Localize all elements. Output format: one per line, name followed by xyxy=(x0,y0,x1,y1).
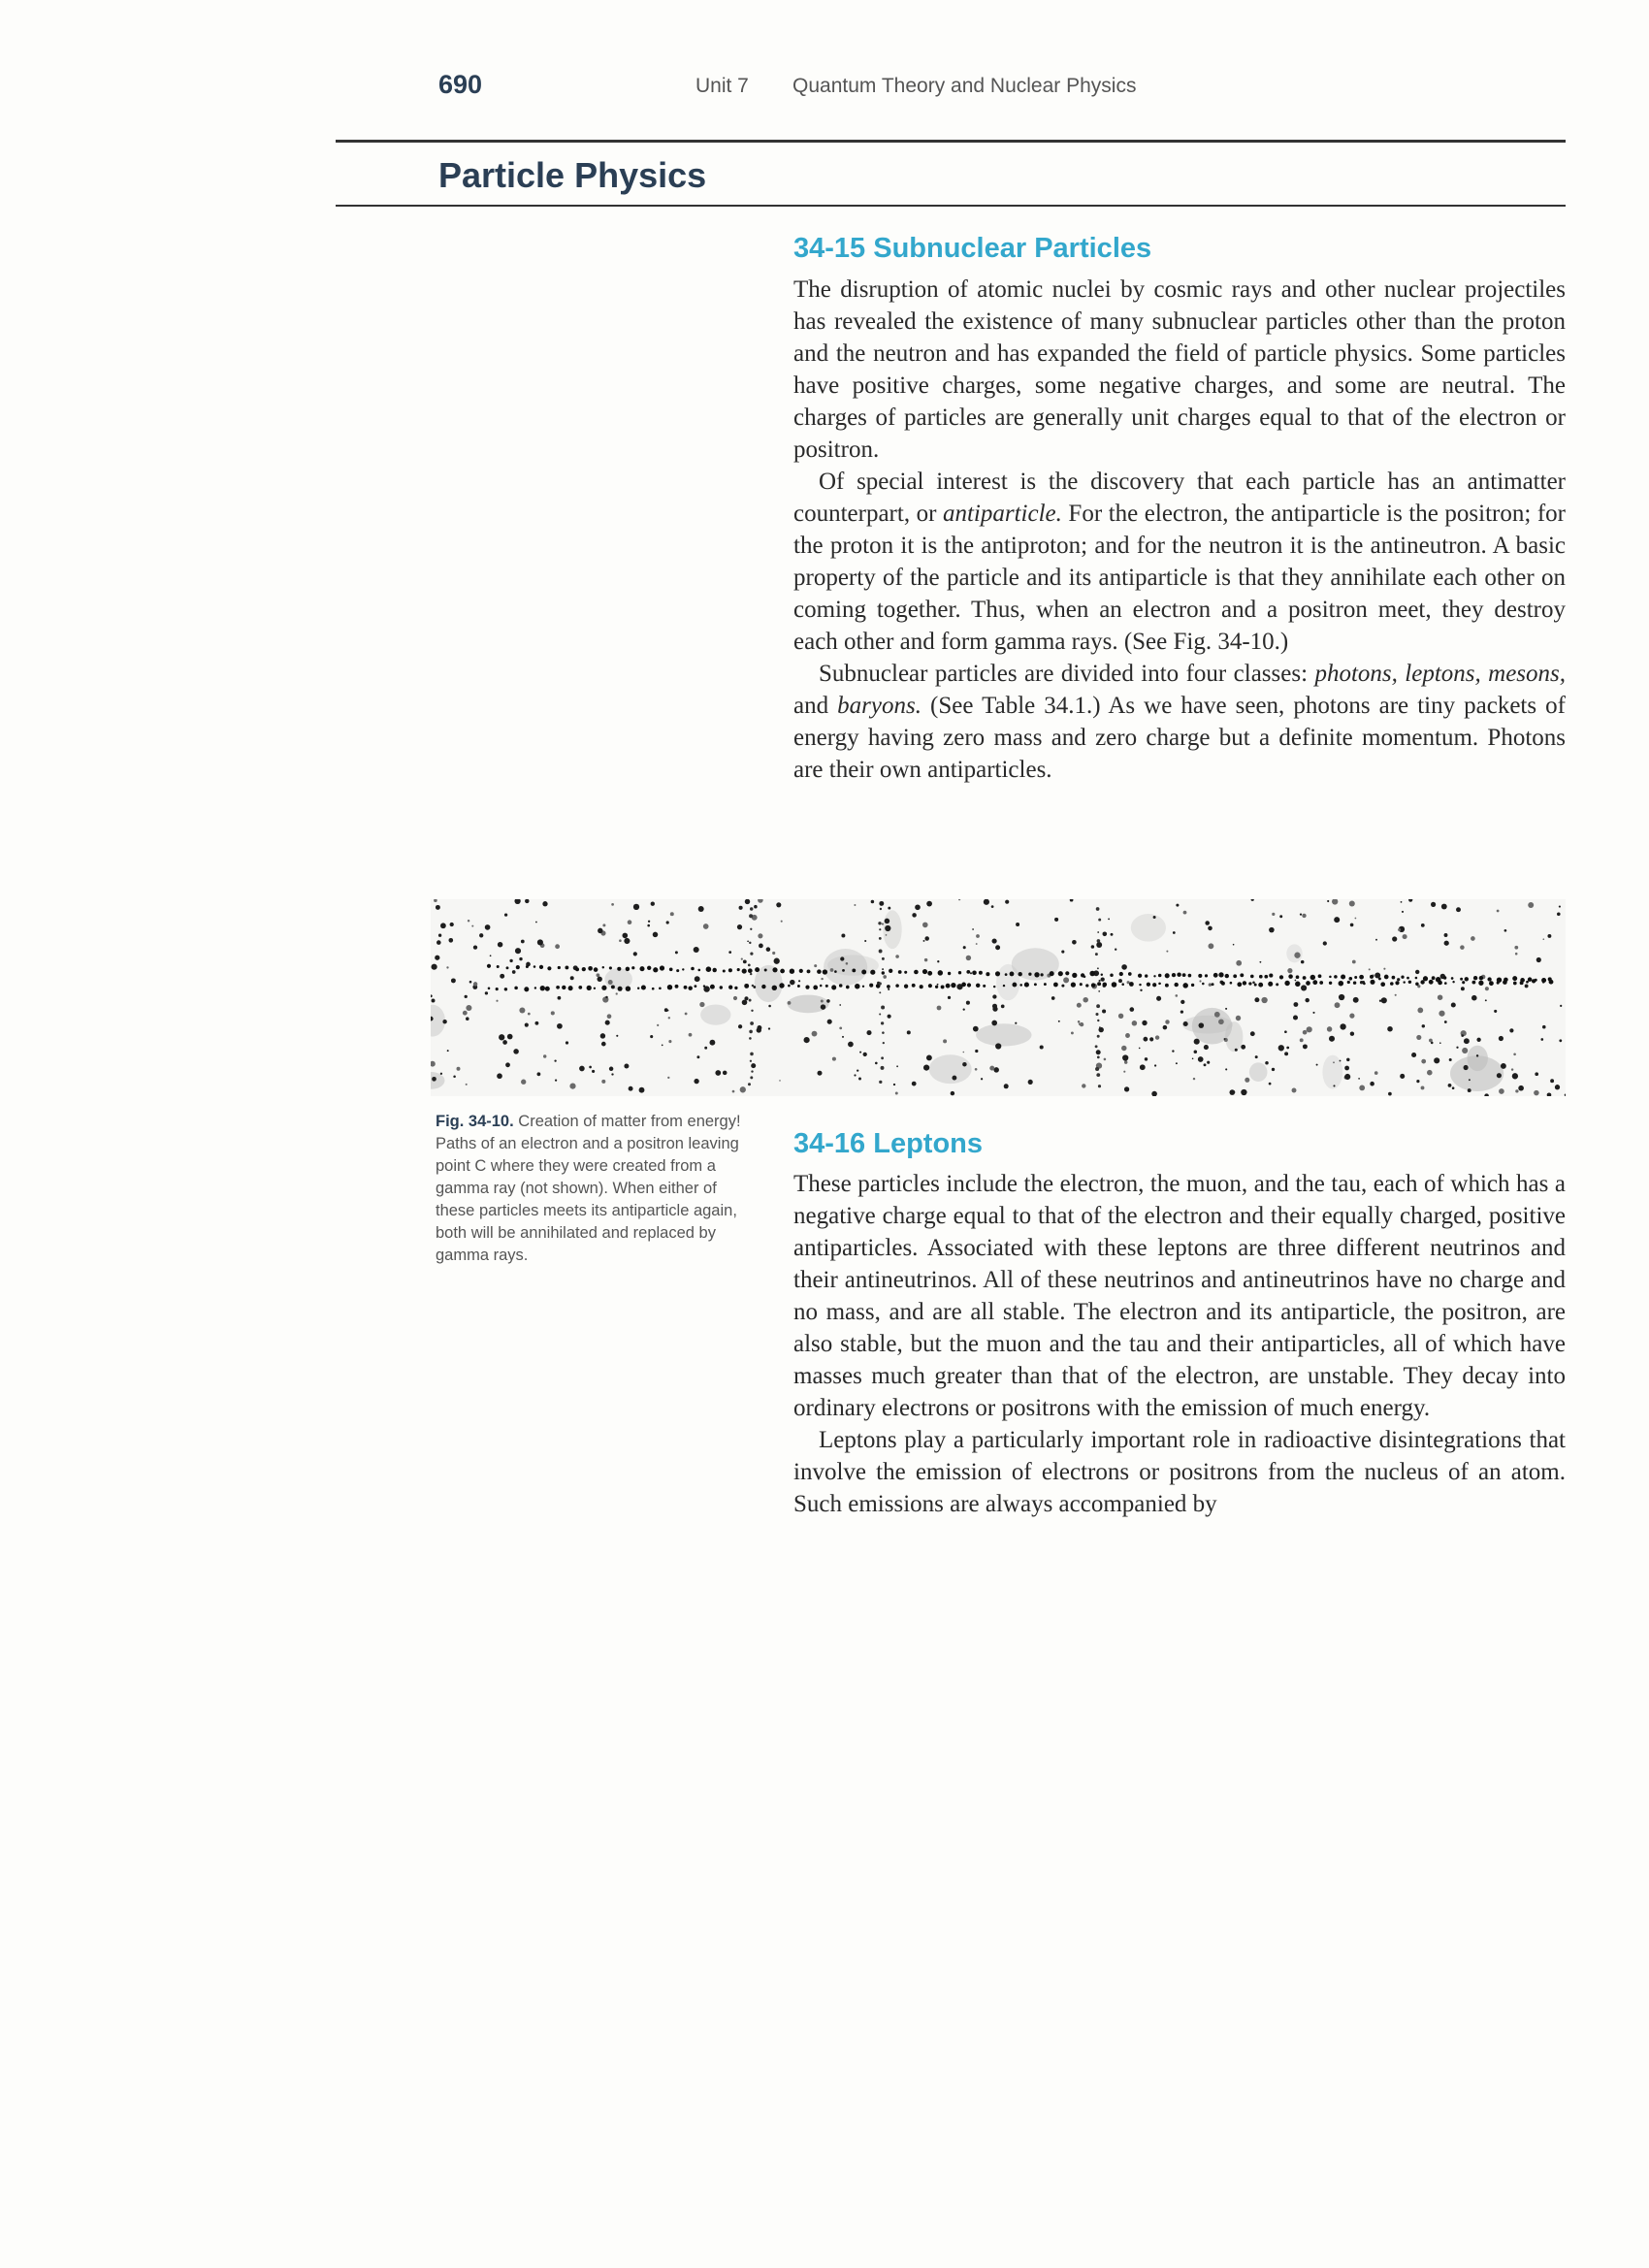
paragraph: These particles include the electron, the muon, and the tau, each of which has a negative charge equal to that of the electron and their equally charged, positive antiparticles. Associated with these leptons are three different neutrinos and their antineutrinos. All of these neutrinos and antineutrinos have no charge and no mass, and are all stable. The electron and its antiparticle, the positron, are also stable, but the muon and the tau and their antiparticles, all of which have masses much greater than that of the electron, are unstable. They decay into ordinary electrons or positrons with the emission of much energy. xyxy=(793,1171,1566,1421)
paragraph: Of special interest is the discovery that each particle has an antimatter counterpart, or antiparticle. For the electron, the antiparticle is the positron; for the proton it is the antiproton; and for the neutron it is the antineutron. A basic property of the particle and its antiparticle is that they annihilate each other on coming together. Thus, when an electron and a positron meet, they destroy each other and form gamma rays. (See Fig. 34-10.) xyxy=(793,469,1566,655)
section-title: Particle Physics xyxy=(438,155,707,195)
page-number: 690 xyxy=(438,70,483,99)
figure-label: Fig. 34-10. xyxy=(436,1113,514,1130)
subsection-body-leptons xyxy=(793,1168,1566,1520)
header-rule-top xyxy=(336,140,1566,143)
paragraph: Subnuclear particles are divided into four classes: photons, leptons, mesons, and baryons. (See Table 34.1.) As we have seen, photons are tiny packets of energy having zero mass and zero charge but a definite momentum. Photons are their own antiparticles. xyxy=(793,661,1567,783)
subsection-body-subnuclear xyxy=(793,274,1566,786)
figure-caption xyxy=(436,1111,746,1267)
speckle-texture xyxy=(431,899,1566,1096)
paragraph: The disruption of atomic nuclei by cosmic rays and other nuclear projectiles has revealed the existence of many subnuclear particles other than the proton and the neutron and has expanded the field of particle physics. Some particles have positive charges, some negative charges, and some are neutral. The charges of particles are generally unit charges equal to that of the electron or positron. xyxy=(793,276,1566,463)
running-header xyxy=(438,70,1564,109)
subsection-heading-leptons: 34-16 Leptons xyxy=(793,1128,983,1159)
bubble-chamber-photo xyxy=(431,899,1566,1096)
paragraph: Leptons play a particularly important role in radioactive disintegrations that involve the emission of electrons or positrons from the nucleus of an atom. Such emissions are always accompanied by xyxy=(793,1427,1566,1517)
subsection-heading-subnuclear: 34-15 Subnuclear Particles xyxy=(793,233,1152,264)
unit-title: Quantum Theory and Nuclear Physics xyxy=(792,75,1137,97)
header-rule-bottom xyxy=(336,205,1566,207)
unit-label: Unit 7 xyxy=(695,75,749,97)
figure-caption-text: Creation of matter from energy! Paths of an electron and a positron leaving point C where they were created from a gamma ray (not shown). When either of these particles meets its antiparticle again, both will be annihilated and replaced by gamma rays. xyxy=(436,1113,741,1264)
